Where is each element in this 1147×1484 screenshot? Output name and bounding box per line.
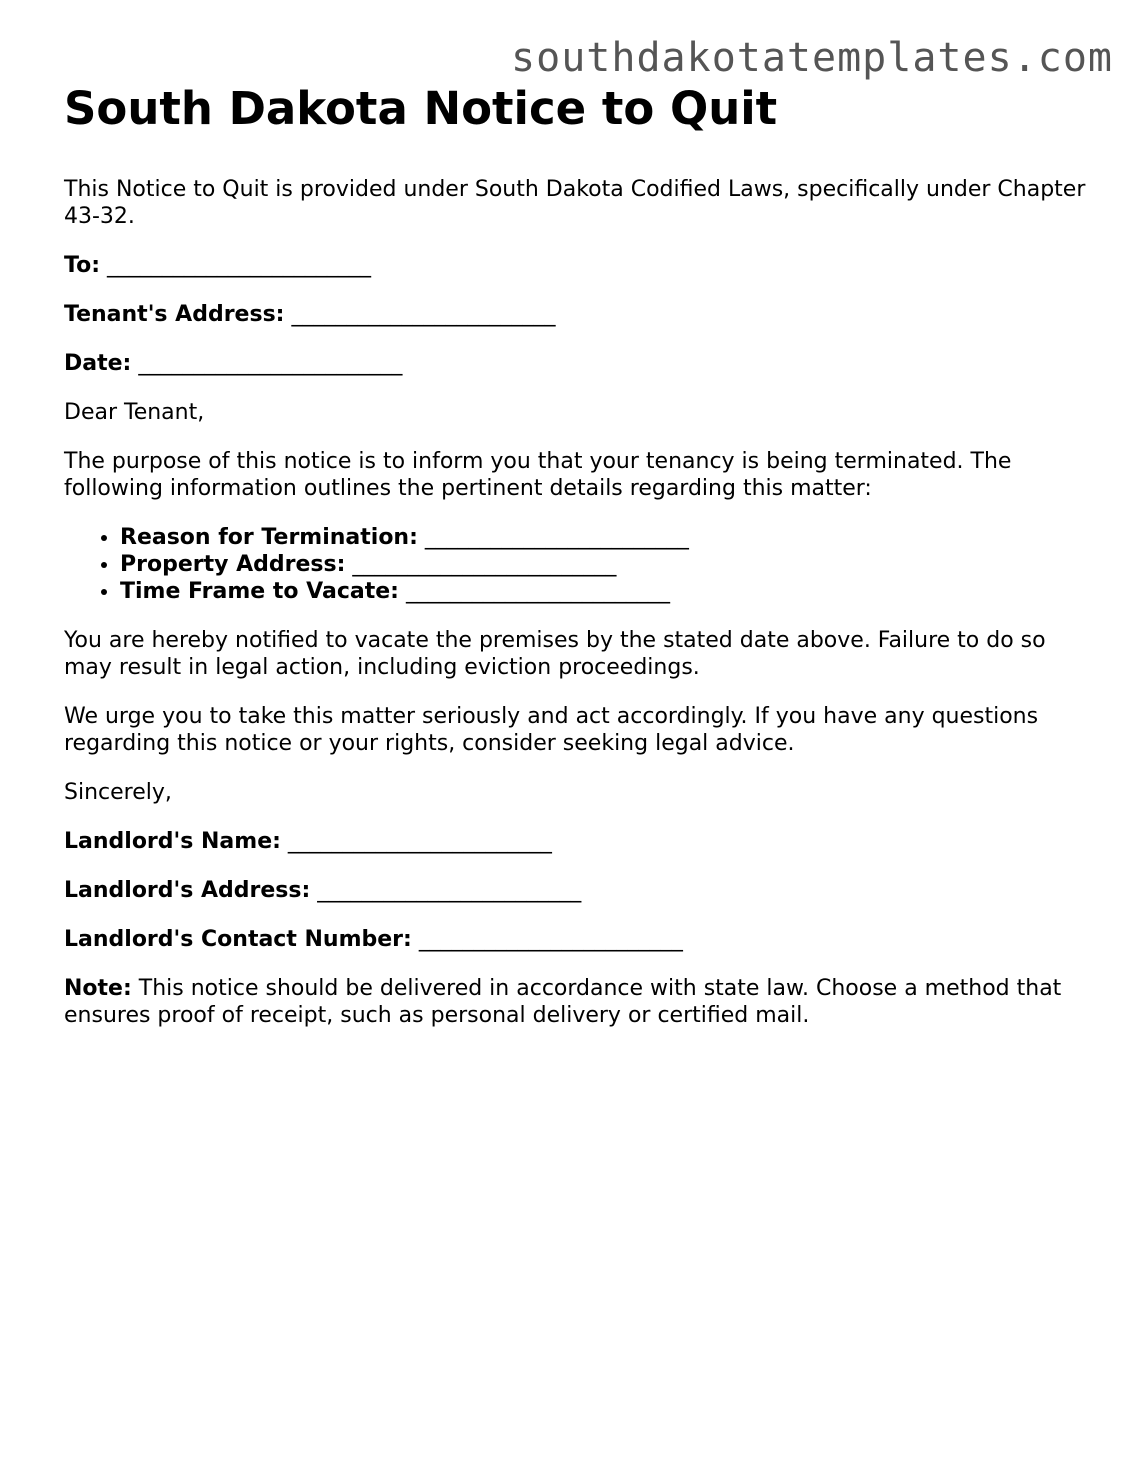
intro-paragraph: This Notice to Quit is provided under South Dakota Codified Laws, specifically under Chapter 43-32.: [64, 177, 1086, 229]
tenant-address-label: Tenant's Address:: [64, 302, 285, 327]
time-frame-label: Time Frame to Vacate:: [120, 579, 399, 604]
landlord-contact-label: Landlord's Contact Number:: [64, 927, 412, 952]
tenant-address-field: [64, 301, 1094, 328]
notice-paragraph: You are hereby notified to vacate the premises by the stated date above. Failure to do so may result in legal action, including eviction proceedings.: [64, 628, 1046, 680]
tenant-address-blank: ________________________: [291, 302, 556, 327]
details-list: [64, 524, 1094, 605]
property-address-label: Property Address:: [120, 552, 346, 577]
note-text: This notice should be delivered in accordance with state law. Choose a method that ensures proof of receipt, such as personal delivery or certified mail.: [64, 976, 1062, 1028]
to-label: To:: [64, 253, 100, 278]
urge-paragraph: We urge you to take this matter seriously and act accordingly. If you have any questions regarding this notice or your rights, consider seeking legal advice.: [64, 704, 1039, 756]
note-paragraph: [64, 975, 1094, 1029]
landlord-name-field: [64, 828, 1094, 855]
date-field: [64, 350, 1094, 377]
reason-blank: ________________________: [424, 525, 689, 550]
landlord-contact-field: [64, 926, 1094, 953]
landlord-address-field: [64, 877, 1094, 904]
to-blank: ________________________: [107, 253, 371, 278]
watermark-text: southdakotatemplates.com: [511, 35, 1113, 81]
list-item: [120, 551, 1094, 578]
to-field: [64, 252, 1094, 279]
time-frame-blank: ________________________: [405, 579, 670, 604]
reason-label: Reason for Termination:: [120, 525, 418, 550]
date-label: Date:: [64, 351, 132, 376]
note-label: Note:: [64, 976, 132, 1001]
date-blank: ________________________: [138, 351, 403, 376]
closing: Sincerely,: [64, 780, 172, 805]
property-address-blank: ________________________: [352, 552, 617, 577]
document-title: South Dakota Notice to Quit: [64, 82, 778, 135]
landlord-name-blank: ________________________: [287, 829, 552, 854]
list-item: [120, 578, 1094, 605]
document-body: [64, 80, 1094, 1029]
greeting: Dear Tenant,: [64, 400, 205, 425]
landlord-name-label: Landlord's Name:: [64, 829, 281, 854]
purpose-paragraph: The purpose of this notice is to inform you that your tenancy is being terminated. The following information outlines the pertinent details regarding this matter:: [64, 449, 1012, 501]
landlord-address-label: Landlord's Address:: [64, 878, 311, 903]
landlord-contact-blank: ________________________: [418, 927, 683, 952]
landlord-address-blank: ________________________: [317, 878, 582, 903]
list-item: [120, 524, 1094, 551]
